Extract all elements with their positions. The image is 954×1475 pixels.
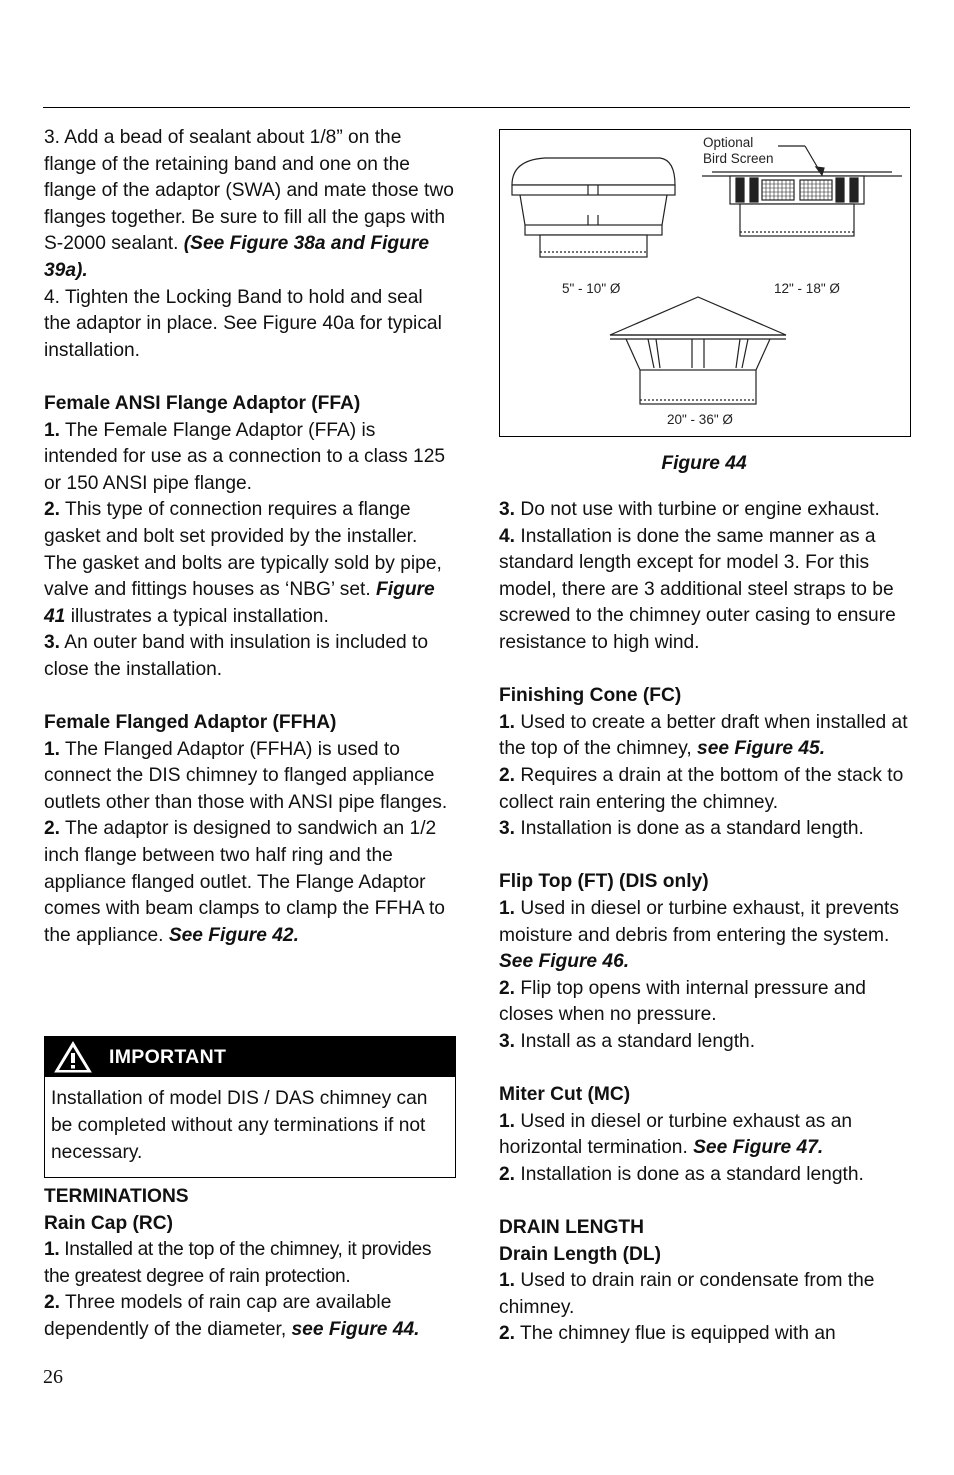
- ft-heading: Flip Top (FT) (DIS only): [499, 871, 709, 893]
- item-number: 1.: [499, 711, 516, 733]
- ffa-item-1: [44, 418, 454, 498]
- mc-item-2: [499, 1162, 911, 1189]
- figure-ref: See Figure 47.: [693, 1137, 824, 1159]
- ffha-heading: Female Flanged Adaptor (FFHA): [44, 712, 337, 734]
- size-label-large: 20" - 36" Ø: [667, 412, 733, 427]
- item-text: Install as a standard length.: [520, 1030, 756, 1052]
- size-label-medium: 12" - 18" Ø: [774, 281, 840, 296]
- mc-item-1: [499, 1109, 911, 1162]
- item-number: 3.: [44, 632, 61, 654]
- rain-cap-heading: Rain Cap (RC): [44, 1212, 173, 1234]
- item-number: 2.: [44, 1292, 61, 1314]
- item-text: An outer band with insulation is included to close the installation.: [44, 632, 429, 680]
- figure-ref: Figure 41: [44, 579, 435, 627]
- fc-item-2: [499, 763, 911, 816]
- item-text: Used to drain rain or condensate from the chimney.: [499, 1270, 875, 1318]
- terminations-section: [44, 1184, 454, 1344]
- item-text: The chimney flue is equipped with an: [520, 1323, 836, 1345]
- right-column: [499, 497, 911, 1348]
- item-number: 4.: [499, 525, 516, 547]
- item-text: Requires a drain at the bottom of the stack to collect rain entering the chimney.: [499, 764, 904, 813]
- ffa-item-3: [44, 630, 454, 683]
- rain-cap-item-2: [44, 1290, 454, 1343]
- fc-item-1: [499, 710, 911, 763]
- step-4-paragraph: 4. Tighten the Locking Band to hold and seal the adaptor in place. See Figure 40a for typical installation.: [44, 286, 442, 361]
- ft-item-3: [499, 1029, 911, 1056]
- figure-ref: see Figure 45.: [697, 738, 826, 760]
- ffa-item-2: [44, 497, 454, 630]
- item-number: 1.: [499, 897, 516, 919]
- item-text: Installed at the top of the chimney, it provides the greatest degree of rain protection.: [44, 1239, 432, 1287]
- step-3-paragraph: [44, 125, 454, 285]
- terminations-heading: TERMINATIONS: [44, 1186, 189, 1207]
- label-bird-screen: Bird Screen: [703, 151, 774, 166]
- item-number: 2.: [499, 1323, 516, 1345]
- item-text: This type of connection requires a flange gasket and bolt set provided by the installer. The gasket and bolts are typically sold by pipe, valve and fittings houses as ‘NBG’ set.: [44, 499, 442, 601]
- drain-item-2: [499, 1321, 911, 1348]
- rain-cap-small-drawing: [512, 158, 675, 257]
- fc-item-3: [499, 816, 911, 843]
- drain-length-heading: Drain Length (DL): [499, 1243, 662, 1265]
- size-label-small: 5" - 10" Ø: [562, 281, 621, 296]
- item-number: 2.: [499, 764, 516, 786]
- mc-heading: Miter Cut (MC): [499, 1084, 631, 1106]
- rain-cap-illustration: [500, 130, 910, 436]
- item-text: The Female Flange Adaptor (FFA) is intended for use as a connection to a class 125 or 150 ANSI pipe flange.: [44, 419, 446, 494]
- important-text: Installation of model DIS / DAS chimney can be completed without any terminations if not necessary.: [51, 1088, 428, 1163]
- item-text: Used in diesel or turbine exhaust, it prevents moisture and debris from entering the system.: [499, 897, 899, 946]
- item-number: 1.: [44, 1239, 60, 1261]
- ffha-item-2: [44, 816, 454, 949]
- figure-ref: See Figure 46.: [499, 951, 630, 973]
- figure-ref: see Figure 44.: [291, 1318, 420, 1340]
- item-text: Do not use with turbine or engine exhaust.: [520, 499, 880, 520]
- ft-item-2: [499, 976, 911, 1029]
- item-text: Used in diesel or turbine exhaust as an horizontal termination.: [499, 1110, 853, 1159]
- item-text: Flip top opens with internal pressure and closes when no pressure.: [499, 977, 866, 1026]
- ffa-heading: Female ANSI Flange Adaptor (FFA): [44, 392, 361, 414]
- item-text: Installation is done the same manner as a standard length except for model 3. For this model, there are 3 additional steel straps to be screwed to the chimney outer casing to ensure resistance to high wind.: [499, 525, 896, 653]
- figure-ref: See Figure 42.: [168, 924, 299, 946]
- item-number: 1.: [499, 1270, 516, 1292]
- figure-caption: Figure 44: [661, 453, 747, 474]
- important-label: IMPORTANT: [109, 1045, 227, 1068]
- important-notice: [44, 1036, 456, 1178]
- item-number: 2.: [499, 977, 516, 999]
- item-text: Installation is done as a standard length.: [520, 1163, 864, 1185]
- item-number: 2.: [44, 499, 61, 521]
- item-number: 1.: [44, 738, 61, 760]
- drain-item-1: [499, 1268, 911, 1321]
- ffha-item-1: [44, 737, 454, 817]
- drain-heading: DRAIN LENGTH: [499, 1217, 644, 1239]
- item-number: 1.: [44, 419, 61, 441]
- fc-heading: Finishing Cone (FC): [499, 685, 682, 707]
- item-text-tail: illustrates a typical installation.: [70, 605, 329, 627]
- ft-item-1: [499, 896, 911, 976]
- item-number: 1.: [499, 1110, 516, 1132]
- item-text: Installation is done as a standard length.: [520, 818, 864, 840]
- warning-icon: [53, 1040, 93, 1074]
- item-number: 3.: [499, 1030, 516, 1052]
- figure-44-rain-caps: [499, 129, 911, 437]
- important-header: [45, 1037, 455, 1077]
- item-number: 3.: [499, 499, 516, 520]
- right-item-4: [499, 524, 911, 657]
- item-text: Three models of rain cap are available dependently of the diameter,: [44, 1292, 392, 1340]
- left-column: [44, 125, 454, 949]
- label-optional: Optional: [703, 135, 754, 150]
- rain-cap-item-1: [44, 1237, 454, 1290]
- item-text: Used to create a better draft when installed at the top of the chimney,: [499, 711, 908, 760]
- item-number: 3.: [499, 818, 516, 840]
- rain-cap-large-drawing: [610, 297, 786, 404]
- item-text: The Flanged Adaptor (FFHA) is used to connect the DIS chimney to flanged appliance outlets other than those with ANSI pipe flanges.: [44, 738, 448, 813]
- item-text: The adaptor is designed to sandwich an 1/2 inch flange between two half ring and the appliance flanged outlet. The Flange Adaptor comes with beam clamps to clamp the FFHA to the appliance.: [44, 818, 445, 946]
- right-item-3: [499, 497, 911, 524]
- page-number: 26: [43, 1366, 63, 1388]
- step-3-figure-ref: (See Figure 38a and Figure 39a).: [44, 233, 429, 281]
- item-number: 2.: [499, 1163, 516, 1185]
- step-3-text: 3. Add a bead of sealant about 1/8” on the flange of the retaining band and one on the flange of the adaptor (SWA) and mate those two flanges together. Be sure to fill all the gaps with S-2000 sealant.: [44, 127, 454, 255]
- item-number: 2.: [44, 818, 61, 840]
- header-rule: [43, 107, 910, 108]
